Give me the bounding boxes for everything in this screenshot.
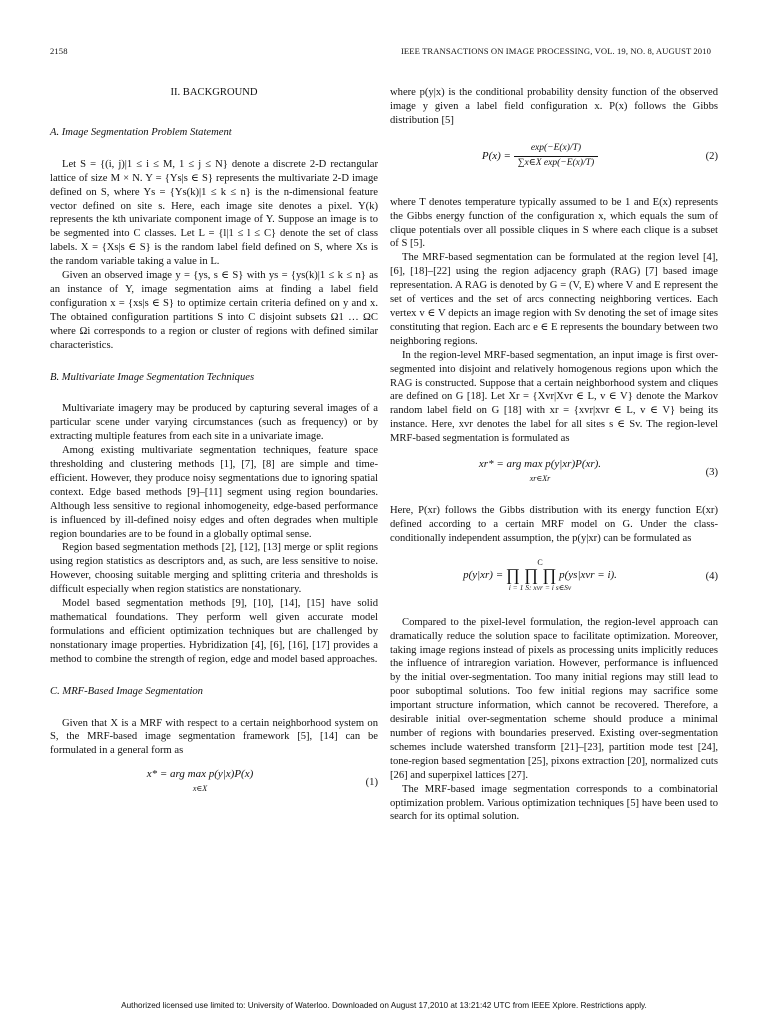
paragraph: In the region-level MRF-based segmentation, an input image is first over-segmented into disjoint and relatively homogenous regions upon which the RAG is constructed. Suppose that a certain neighborhood system and cliques are defined on G [18]. Let Xr = {Xvr|Xvr ∈ L, v ∈ V} denote the Markov random label field on G [18] with xr = {xvr|xvr ∈ L, v ∈ V} being its instance. Here, xvr denotes the label for all sites s ∈ Sv. The region-level MRF-based segmentation is formulated as (390, 349, 718, 445)
equation-3 (390, 458, 718, 492)
page-number: 2158 (50, 46, 68, 56)
paragraph: where T denotes temperature typically assumed to be 1 and E(x) represents the Gibbs energy function of the configuration x, which equals the sum of clique potentials over all possible cliques in S where each clique is a subset of S [5]. (390, 196, 718, 250)
paragraph: Here, P(xr) follows the Gibbs distribution with its energy function E(xr) defined according to a certain MRF model on G. Under the class-conditionally independent assumption, the p(y|xr) can be formulated as (390, 505, 718, 544)
paragraph: Region based segmentation methods [2], [12], [13] merge or split regions using region statistics as descriptors and, as such, are less sensitive to noise. However, choosing suitable merging and splitting criteria and thresholds is difficult especially when region statistics are nonstationary. (50, 542, 378, 596)
equation-1-number: (1) (365, 777, 378, 789)
paragraph: Compared to the pixel-level formulation, the region-level approach can dramatically reduce the solution space to facilitate optimization. Moreover, taking image regions instead of pixels as processing units implicitly reduces the influence of intraregion variation. However, performance is influenced by the initial over-segmentation. Too many initial regions may still lead to poor suboptimal solutions. Too few initial regions may sacrifice some important structure information, which cannot be recovered. Therefore, a desirable initial over-segmentation scheme should produce a minimal number of regions with boundaries preserved. Existing over-segmentation schemes include watershed transform [21]–[23], partition mode test [24], tone-region based segmentation [25], pixons extraction [20], normalized cuts [26] and superpixel lattices [27]. (390, 616, 718, 781)
equation-2-denominator: ∑x∈X exp(−E(x)/T) (517, 157, 595, 168)
section-number: II. (170, 87, 183, 98)
paragraph: Model based segmentation methods [9], [10], [14], [15] have solid mathematical foundations. They perform well given accurate model formulations and efficient optimization techniques but are challenged by nonstationary image properties. Hybridization [4], [6], [16], [17] provides a method to combine the strength of region, edge and model based approaches. (50, 598, 378, 665)
equation-2-numerator: exp(−E(x)/T) (514, 142, 598, 157)
equation-2 (390, 142, 718, 182)
subsection-a-heading: A. Image Segmentation Problem Statement (50, 126, 232, 138)
equation-1-body: x* = arg max p(y|x)P(x) (146, 768, 254, 781)
right-column (390, 86, 718, 824)
equation-4-products: ∏ ∏ ∏ (505, 565, 557, 585)
equation-4 (390, 556, 718, 604)
section-title: ACKGROUND (189, 87, 258, 98)
equation-4-upper-limit: C (537, 557, 543, 567)
paragraph: The MRF-based segmentation can be formulated at the region level [4], [6], [18]–[22] using the region adjacency graph (RAG) [7] based image representation. A RAG is denoted by G = (V, E) where V and E represent the set of vertices and the set of arcs connecting neighboring vertices. Each vertex v ∈ V depicts an image region with Sv denoting the set of image sites constituting that region. Each arc e ∈ E represents the boundary between two neighboring regions. (390, 252, 718, 347)
subsection-b-heading: B. Multivariate Image Segmentation Techniques (50, 371, 255, 383)
section-heading (50, 86, 378, 100)
license-footer: Authorized licensed use limited to: University of Waterloo. Downloaded on August 17,2010 at 13:21:42 UTC from IEEE Xplore. Restrictions apply. (121, 1001, 647, 1010)
equation-4-number: (4) (705, 570, 718, 582)
subsection-c-heading: C. MRF-Based Image Segmentation (50, 685, 203, 697)
paragraph: Among existing multivariate segmentation techniques, feature space thresholding and clustering methods [1], [7], [8] are simple and time-efficient. However, they produce noisy segmentations due to ignoring spatial context. Edge based methods [9]–[11] segment using region boundaries. Although less sensitive to regional inhomogeneity, edge-based performance is influenced by ill-defined noisy edges and often degrades when multiple region boundaries are to be found in a globally optimal sense. (50, 445, 378, 540)
paragraph: where p(y|x) is the conditional probability density function of the observed image y given a label field configuration x. P(x) follows the Gibbs distribution [5] (390, 87, 718, 126)
equation-3-body: xr* = arg max p(y|xr)P(xr). (478, 458, 602, 471)
equation-4-rhs: p(ys|xvr = i). (559, 568, 617, 581)
equation-3-subscript: xr∈Xr (529, 473, 551, 483)
paragraph: Given an observed image y = {ys, s ∈ S} with ys = {ys(k)|1 ≤ k ≤ n} as an instance of Y, image segmentation aims at finding a label field configuration x = {xs|s ∈ S} to optimize certain criteria defined on y and x. The obtained configuration partitions S into C disjoint subsets Ω1 … ΩC where Ωi corresponds to a region or cluster of regions with defined similar characteristics. (50, 270, 378, 351)
paragraph: Multivariate imagery may be produced by capturing several images of a particular scene under varying circumstances (such as frequency) or by extracting multiple features from each site in a univariate image. (50, 403, 378, 443)
paragraph: Given that X is a MRF with respect to a certain neighborhood system on S, the MRF-based image segmentation framework [5], [14] can be formulated in a general form as (50, 717, 378, 757)
equation-2-fraction (514, 142, 598, 171)
left-column (50, 86, 378, 812)
equation-2-lhs: P(x) = (481, 149, 514, 162)
equation-4-lhs: p(y|xr) = (463, 568, 506, 581)
equation-2-number: (2) (705, 150, 718, 162)
journal-header: IEEE TRANSACTIONS ON IMAGE PROCESSING, VOL. 19, NO. 8, AUGUST 2010 (400, 46, 711, 56)
equation-1-subscript: x∈X (192, 784, 208, 794)
equation-4-lower-limits: i = 1 S: xvr = i s∈Sv (508, 583, 572, 593)
paragraph: Let S = {(i, j)|1 ≤ i ≤ M, 1 ≤ j ≤ N} denote a discrete 2-D rectangular lattice of size M × N. Y = {Ys|s ∈ S} represents the multivariate 2-D image defined on S, where Ys = {Ys(k)|1 ≤ k ≤ n} is the n-dimensional feature vector defined on site s. Here, each image site denotes a pixel. Y(k) represents the kth univariate component image of Y. Suppose an image is to be segmented into C classes. Let L = {l|1 ≤ l ≤ C} denote the set of class labels. X = {Xs|s ∈ S} is the random label field defined on S, where Xs is the random variable taking a value in L. (50, 158, 378, 268)
paragraph: The MRF-based image segmentation corresponds to a combinatorial optimization problem. Various optimization techniques [5] have been used to search for its optimal solution. (390, 783, 718, 823)
section-initial: B (182, 87, 190, 98)
equation-3-number: (3) (705, 467, 718, 479)
equation-1 (50, 768, 378, 802)
